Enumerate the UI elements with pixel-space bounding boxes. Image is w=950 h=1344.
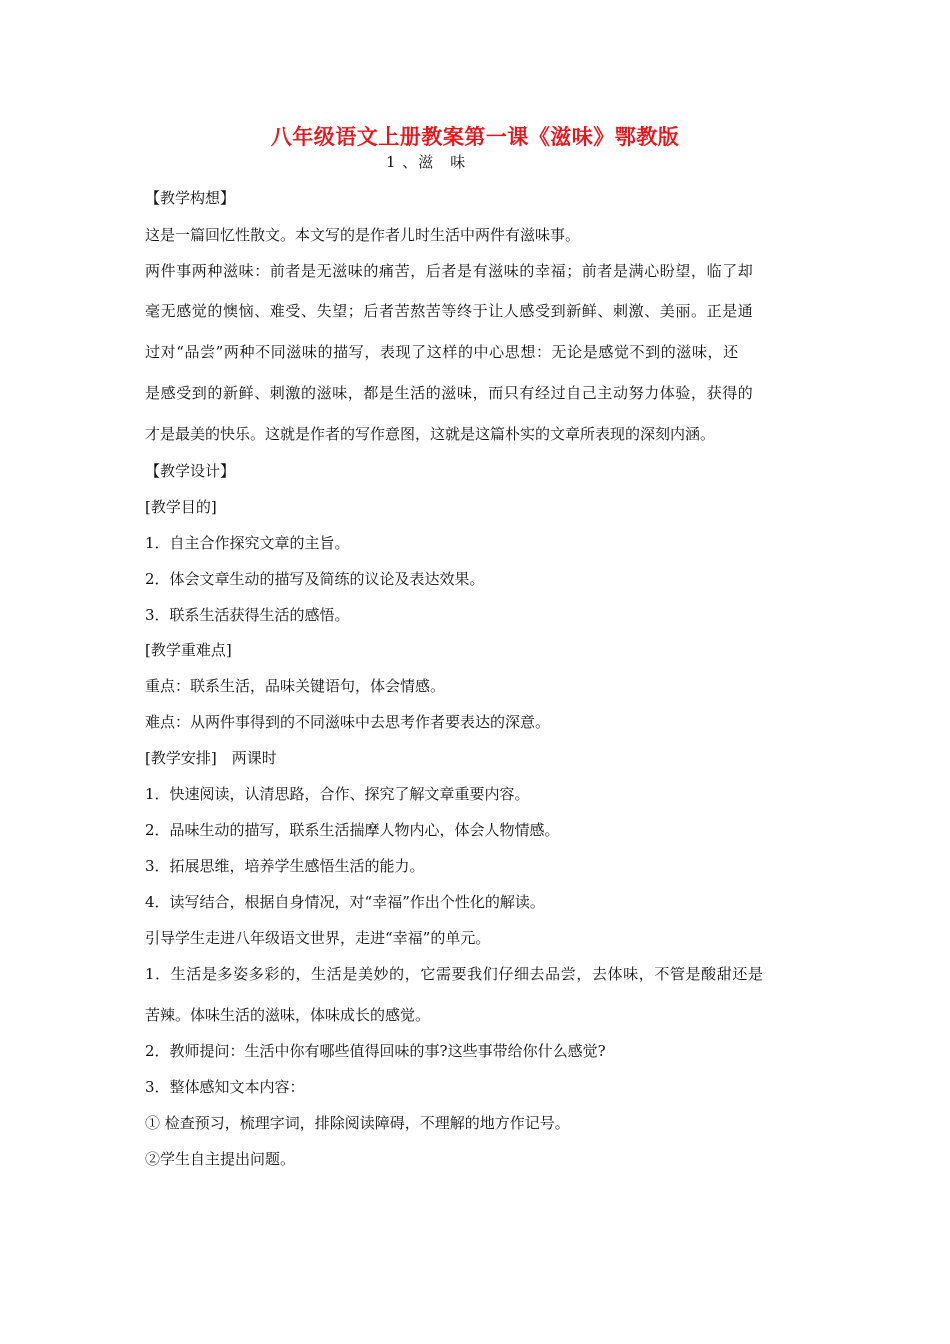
subheading-key-points: [教学重难点] bbox=[145, 641, 232, 659]
paragraph-line: 难点：从两件事得到的不同滋味中去思考作者要表达的深意。 bbox=[145, 713, 551, 731]
list-item: 4．读写结合，根据自身情况，对“幸福”作出个性化的解读。 bbox=[145, 893, 545, 911]
paragraph-line: 引导学生走进八年级语文世界，走进“幸福”的单元。 bbox=[145, 929, 491, 947]
paragraph-line: 两件事两种滋味：前者是无滋味的痛苦，后者是有滋味的幸福；前者是满心盼望，临了却 bbox=[145, 262, 754, 280]
paragraph-line: 才是最美的快乐。这就是作者的写作意图，这就是这篇朴实的文章所表现的深刻内涵。 bbox=[145, 425, 716, 443]
section-heading-design: 【教学设计】 bbox=[145, 462, 236, 480]
list-item: 3．拓展思维，培养学生感悟生活的能力。 bbox=[145, 857, 425, 875]
list-item: 2．品味生动的描写，联系生活揣摩人物内心，体会人物情感。 bbox=[145, 821, 560, 839]
paragraph-line: 毫无感觉的懊恼、难受、失望；后者苦熬苦等终于让人感受到新鲜、刺激、美丽。正是通 bbox=[145, 302, 754, 320]
paragraph-line: 苦辣。体味生活的滋味，体味成长的感觉。 bbox=[145, 1006, 431, 1024]
paragraph-line: 重点：联系生活，品味关键语句，体会情感。 bbox=[145, 677, 446, 695]
list-item: 1．自主合作探究文章的主旨。 bbox=[145, 534, 350, 552]
lesson-heading: 1 、滋 味 bbox=[386, 153, 467, 171]
subheading-objectives: [教学目的] bbox=[145, 498, 217, 516]
paragraph-line: 过对“品尝”两种不同滋味的描写，表现了这样的中心思想：无论是感觉不到的滋味，还 bbox=[145, 343, 739, 361]
list-item: 1．快速阅读，认清思路，合作、探究了解文章重要内容。 bbox=[145, 785, 530, 803]
list-item: 3．整体感知文本内容： bbox=[145, 1078, 305, 1096]
list-item: ②学生自主提出问题。 bbox=[145, 1150, 296, 1168]
list-item: 2．体会文章生动的描写及简练的议论及表达效果。 bbox=[145, 570, 485, 588]
list-item: 2．教师提问：生活中你有哪些值得回味的事?这些事带给你什么感觉? bbox=[145, 1042, 606, 1060]
list-item: ① 检查预习，梳理字词，排除阅读障碍，不理解的地方作记号。 bbox=[145, 1114, 570, 1132]
document-title: 八年级语文上册教案第一课《滋味》鄂教版 bbox=[270, 125, 680, 149]
paragraph-line: 这是一篇回忆性散文。本文写的是作者儿时生活中两件有滋味事。 bbox=[145, 226, 581, 244]
paragraph-line: 是感受到的新鲜、刺激的滋味，都是生活的滋味，而只有经过自己主动努力体验，获得的 bbox=[145, 384, 754, 402]
list-item: 3．联系生活获得生活的感悟。 bbox=[145, 606, 350, 624]
section-heading-concept: 【教学构想】 bbox=[145, 189, 236, 207]
list-item: 1．生活是多姿多彩的，生活是美妙的，它需要我们仔细去品尝，去体味，不管是酸甜还是 bbox=[145, 965, 764, 983]
subheading-schedule: [教学安排] 两课时 bbox=[145, 749, 277, 767]
